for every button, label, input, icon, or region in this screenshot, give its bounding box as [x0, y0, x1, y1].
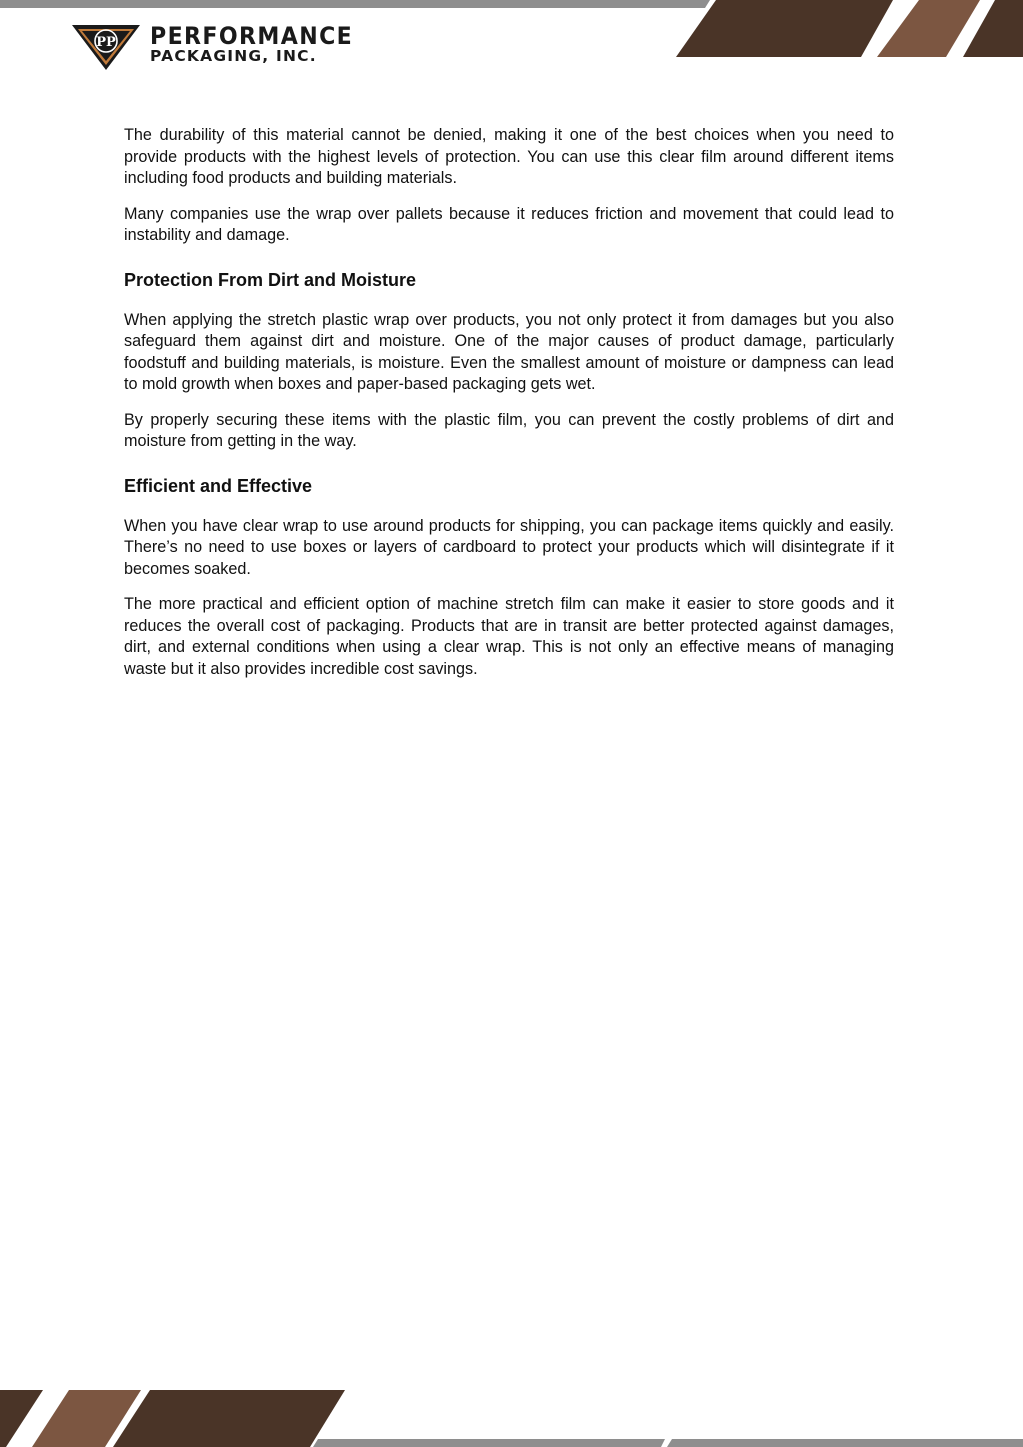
footer-decoration	[0, 1387, 1023, 1447]
section-heading: Efficient and Effective	[124, 475, 313, 496]
footer-gray-rule-2	[667, 1439, 1023, 1447]
header-gray-rule	[0, 0, 710, 8]
paragraph: By properly securing these items with the plastic film, you can prevent the costly problems of dirt and moisture from getting in the way.	[124, 410, 894, 450]
logo-line-2: PACKAGING, INC.	[150, 47, 317, 65]
section-heading: Protection From Dirt and Moisture	[124, 269, 417, 290]
pp-shield-logo-icon	[72, 21, 140, 71]
company-logo	[72, 21, 392, 73]
logo-wordmark	[150, 24, 371, 65]
header-dark-band	[676, 0, 893, 57]
paragraph: When applying the stretch plastic wrap over products, you not only protect it from damages but you also safeguard them against dirt and moisture. One of the major causes of product damage, particularly foodstuff and building materials, is moisture. Even the smallest amount of moisture or dampness can lead to mold growth when boxes and paper-based packaging gets wet.	[124, 310, 894, 393]
header-accent-stripe	[877, 0, 980, 57]
footer-gray-rule-1	[313, 1439, 665, 1447]
footer-dark-band	[113, 1390, 345, 1447]
paragraph: The durability of this material cannot be denied, making it one of the best choices when you need to provide products with the highest levels of protection. You can use this clear film around different items including food products and building materials.	[124, 126, 894, 187]
logo-line-1: PERFORMANCE	[150, 22, 354, 50]
document-body	[124, 125, 894, 694]
svg-text:PP: PP	[96, 35, 116, 50]
footer-dark-band-left	[0, 1390, 43, 1447]
paragraph: The more practical and efficient option of machine stretch film can make it easier to store goods and it reduces the overall cost of packaging. Products that are in transit are better protected against damages, dirt, and external conditions when using a clear wrap. This is not only an effective means of managing waste but it also provides incredible cost savings.	[124, 595, 894, 678]
paragraph: Many companies use the wrap over pallets because it reduces friction and movement that could lead to instability and damage.	[124, 204, 894, 244]
paragraph: When you have clear wrap to use around products for shipping, you can package items quickly and easily. There’s no need to use boxes or layers of cardboard to protect your products which will disintegrate if it becomes soaked.	[124, 516, 894, 578]
